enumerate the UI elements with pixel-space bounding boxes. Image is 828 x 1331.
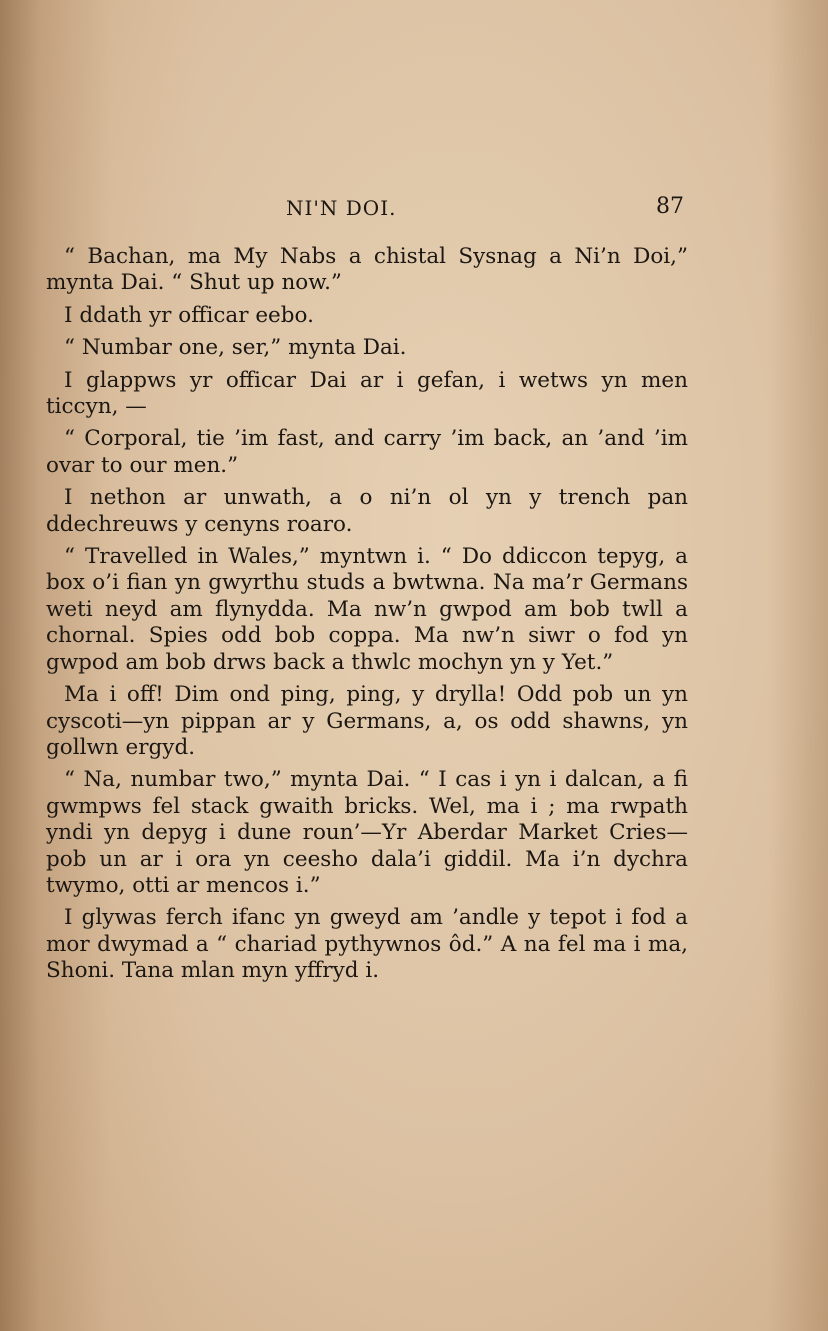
page-number: 87	[656, 194, 684, 219]
running-title: NI'N DOI.	[286, 196, 397, 220]
paragraph-6: I nethon ar unwath, a o ni’n ol yn y trench pan ddechreuws y cenyns roaro.	[46, 485, 688, 537]
paragraph-1: “ Bachan, ma My Nabs a chistal Sysnag a Ni’n Doi,” mynta Dai. “ Shut up now.”	[46, 244, 688, 296]
paragraph-7: “ Travelled in Wales,” myntwn i. “ Do ddiccon tepyg, a box o’i fian yn gwyrthu studs a bwtwna. Na ma’r Germans weti neyd am flynydda. Ma nw’n gwpod am bob twll a chornal. Spies odd bob coppa. Ma nw’n siwr o fod yn gwpod am bob drws back a thwlc mochyn yn y Yet.”	[46, 544, 688, 675]
paragraph-9: “ Na, numbar two,” mynta Dai. “ I cas i yn i dalcan, a fi gwmpws fel stack gwaith bricks. Wel, ma i ; ma rwpath yndi yn depyg i dune roun’—Yr Aberdar Market Cries—pob un ar i ora yn ceesho dala’i giddil. Ma i’n dychra twymo, otti ar mencos i.”	[46, 767, 688, 898]
paragraph-3: “ Numbar one, ser,” mynta Dai.	[64, 335, 407, 361]
paragraph-5: “ Corporal, tie ’im fast, and carry ’im back, an ’and ’im ovar to our men.”	[46, 426, 688, 478]
body-text	[46, 244, 688, 991]
paragraph-8: Ma i off! Dim ond ping, ping, y drylla! Odd pob un yn cyscoti—yn pippan ar y Germans, a, os odd shawns, yn gollwn ergyd.	[46, 682, 688, 760]
running-head	[44, 192, 684, 224]
paragraph-4: I glappws yr officar Dai ar i gefan, i wetws yn men ticcyn, —	[46, 367, 688, 420]
paragraph-10: I glywas ferch ifanc yn gweyd am ’andle y tepot i fod a mor dwymad a “ chariad pythywnos ôd.” A na fel ma i ma, Shoni. Tana mlan myn yffryd i.	[46, 905, 688, 984]
paragraph-2: I ddath yr officar eebo.	[64, 302, 314, 328]
